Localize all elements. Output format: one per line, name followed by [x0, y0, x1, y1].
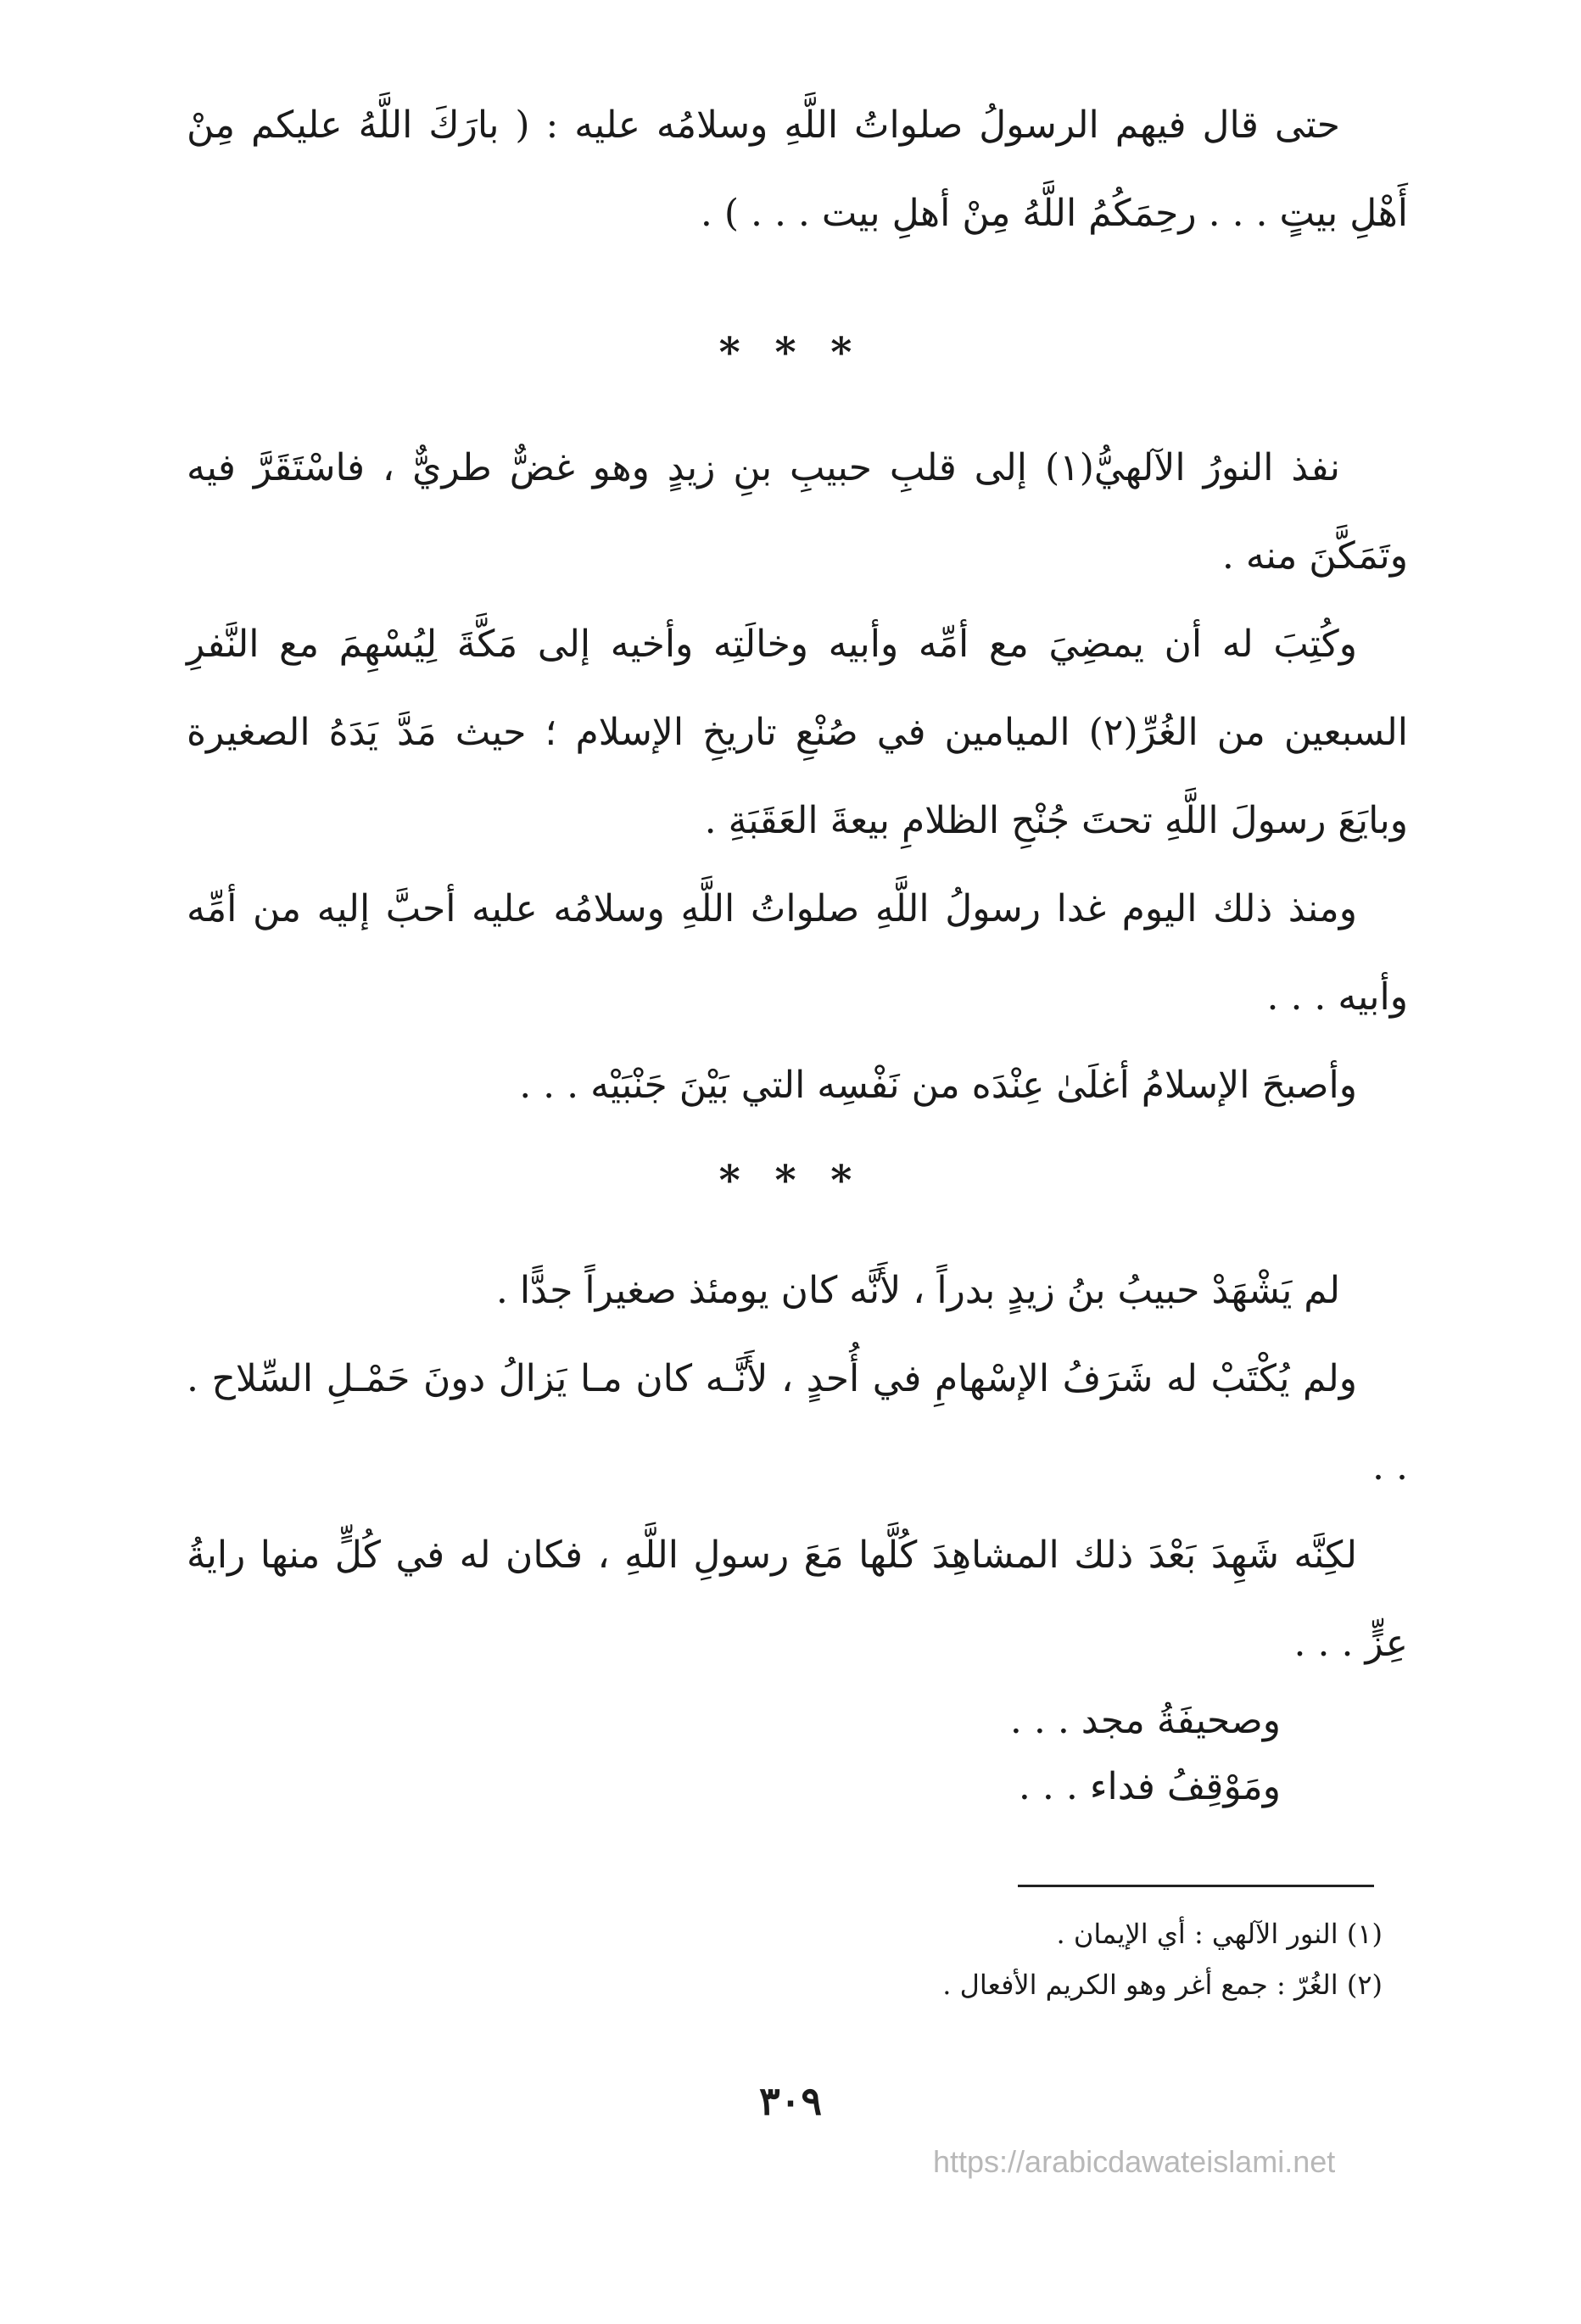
short-line-1: وصحيفَةُ مجد . . .: [1009, 1699, 1281, 1742]
watermark-url: https://arabicdawateislami.net: [933, 2144, 1336, 2179]
paragraph-8: لكِنَّه شَهِدَ بَعْدَ ذلك المشاهِدَ كُلَّها مَعَ رسولِ اللَّهِ ، فكان له في كُلٍّ منها رايةُ عِزٍّ . . .: [187, 1534, 1408, 1665]
main-text-top: [187, 81, 1408, 258]
footnote-2: (٢) الغُرّ : جمع أغر وهو الكريم الأفعال .: [942, 1969, 1383, 2001]
paragraph-1: حتى قال فيهم الرسولُ صلواتُ اللَّهِ وسلامُه عليه : ( بارَكَ اللَّهُ عليكم مِنْ أَهْلِ بيتٍ . . . رحِمَكُمُ اللَّهُ مِنْ أهلِ بيت . . . ) .: [187, 103, 1408, 235]
paragraph-2: نفذ النورُ الآلهيُّ(١) إلى قلبِ حبيبِ بنِ زيدٍ وهو غضٌّ طريٌّ ، فاسْتَقَرَّ فيه وتَمَكَّنَ منه .: [187, 446, 1408, 578]
paragraph-4: ومنذ ذلك اليوم غدا رسولُ اللَّهِ صلواتُ اللَّهِ وسلامُه عليه أحبَّ إليه من أمِّه وأبيه . . .: [187, 887, 1408, 1019]
short-line-2: ومَوْقِفُ فداء . . .: [1018, 1765, 1281, 1808]
main-text-middle: [187, 424, 1408, 1130]
paragraph-7: ولم يُكْتَبْ له شَرَفُ الإسْهامِ في أُحدٍ ، لأَنَّـه كان مـا يَزالُ دونَ حَمْـلِ السِّلاح . . .: [187, 1357, 1408, 1489]
footnotes: [356, 1908, 1383, 2010]
paragraph-5: وأصبحَ الإسلامُ أغلَىٰ عِنْدَه من نَفْسِه التي بَيْنَ جَنْبَيْه . . .: [519, 1064, 1357, 1107]
separator-2: * * *: [718, 1157, 863, 1204]
separator-1: * * *: [718, 329, 863, 377]
main-text-bottom: [187, 1247, 1408, 1820]
page-number: ٣٠٩: [758, 2078, 823, 2124]
paragraph-6: لم يَشْهَدْ حبيبُ بنُ زيدٍ بدراً ، لأَنَّه كان يومئذ صغيراً جدًّا .: [495, 1269, 1340, 1312]
footnote-1: (١) النور الآلهي : أي الإيمان .: [1056, 1918, 1383, 1950]
paragraph-3: وكُتِبَ له أن يمضِيَ مع أمِّه وأبيه وخالَتِه وأخيه إلى مَكَّةَ لِيُسْهِمَ مع النَّفرِ السبعين من الغُرِّ(٢) الميامين في صُنْعِ تاريخِ الإسلام ؛ حيث مَدَّ يَدَهُ الصغيرة وبايَعَ رسولَ اللَّهِ تحتَ جُنْحِ الظلامِ بيعةَ العَقَبَةِ .: [187, 623, 1408, 842]
footnote-divider: [1018, 1885, 1374, 1887]
